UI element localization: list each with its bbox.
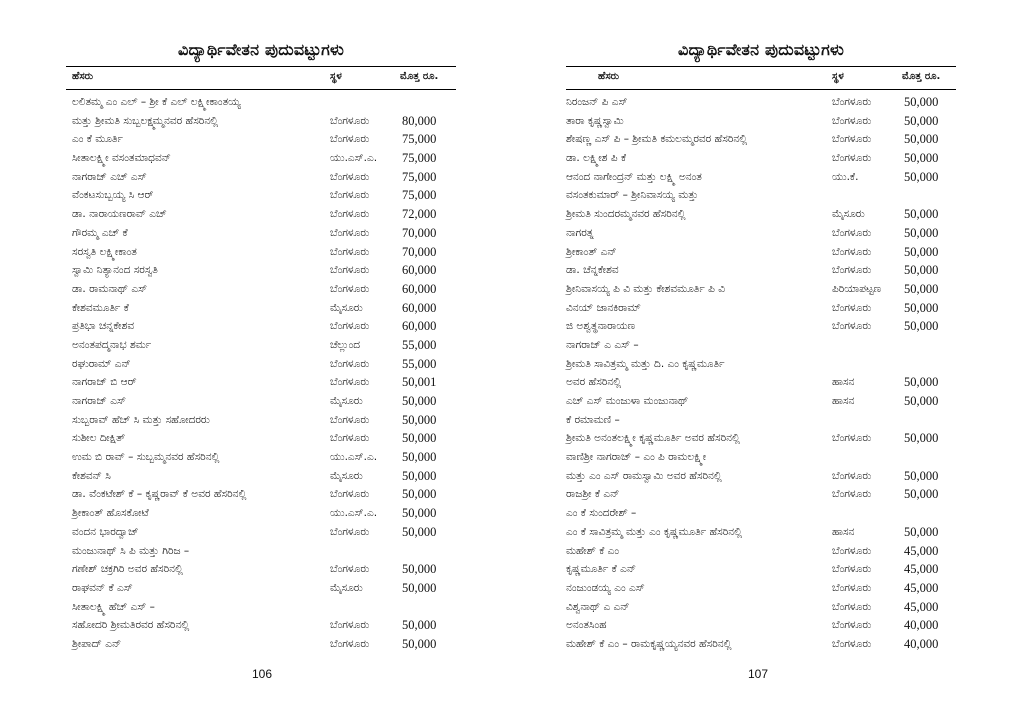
table-row <box>66 281 456 300</box>
row-place: ಬೆಂಗಳೂರು <box>832 469 872 482</box>
row-amount: 50,000 <box>402 431 437 446</box>
row-place: ಬೆಂಗಳೂರು <box>832 96 872 108</box>
row-amount: 75,000 <box>402 188 437 203</box>
row-amount: 45,000 <box>904 562 939 577</box>
table-row <box>566 262 956 281</box>
row-place: ಹಾಸನ <box>832 376 855 389</box>
header-place: ಸ್ಥಳ <box>832 71 844 82</box>
page-number: 106 <box>251 667 273 681</box>
row-place: ಮೈಸೂರು <box>832 208 865 221</box>
page-title: ವಿದ್ಯಾರ್ಥಿವೇತನ ಪುದುವಟ್ಟುಗಳು <box>177 40 345 59</box>
row-place: ಬೆಂಗಳೂರು <box>330 413 370 426</box>
row-name: ಜಿ ಅಶ್ವತ್ಥನಾರಾಯಣ <box>566 320 636 333</box>
table-row <box>566 300 956 319</box>
table-row <box>66 393 456 412</box>
row-amount: 60,000 <box>402 319 437 334</box>
row-place: ಯು.ಎಸ್.ಎ. <box>330 507 378 520</box>
table-row <box>66 636 456 655</box>
row-amount: 75,000 <box>402 169 437 184</box>
table-body <box>566 94 956 655</box>
table-row <box>66 187 456 206</box>
row-place: ಬೆಂಗಳೂರು <box>330 619 370 632</box>
row-amount: 80,000 <box>402 113 437 128</box>
row-name: ರಾಘವನ್ ಕೆ ಎಸ್ <box>72 581 133 594</box>
row-name: ಉಮ ಬಿ ರಾವ್ – ಸುಬ್ಬಮ್ಮನವರ ಹೆಸರಿನಲ್ಲಿ <box>72 451 220 464</box>
row-amount: 50,000 <box>904 431 939 446</box>
row-name: ನಾಗರಾಜ್ ಎಚ್ ಎಸ್ <box>72 170 147 183</box>
row-amount: 60,000 <box>402 300 437 315</box>
table-row <box>66 374 456 393</box>
row-name: ಎಚ್ ಎಸ್ ಮಂಜುಳಾ ಮಂಜುನಾಥ್ <box>566 395 689 407</box>
table-row <box>66 356 456 375</box>
row-place: ಮೈಸೂರು <box>330 469 363 482</box>
row-name: ಮಹೇಶ್ ಕೆ ಎಂ – ರಾಮಕೃಷ್ಣಯ್ಯನವರ ಹೆಸರಿನಲ್ಲಿ <box>566 637 732 650</box>
right-page <box>566 0 956 724</box>
row-amount: 50,001 <box>402 375 437 390</box>
row-name: ಲಲಿತಮ್ಮ ಎಂ ಎಲ್ – ಶ್ರೀ ಕೆ ಎಲ್ ಲಕ್ಷ್ಮೀಕಾಂತಯ್ಯ <box>72 96 241 108</box>
row-place: ಹಾಸನ <box>832 525 855 538</box>
row-name: ಡಾ. ಲಕ್ಷ್ಮೀಶ ಪಿ ಕೆ <box>566 152 627 165</box>
table-row <box>566 94 956 113</box>
row-name: ತಾರಾ ಕೃಷ್ಣಸ್ವಾಮಿ <box>566 114 624 127</box>
row-place: ಬೆಂಗಳೂರು <box>330 226 370 239</box>
table-row <box>66 262 456 281</box>
table-header <box>566 66 956 90</box>
row-place: ಬೆಂಗಳೂರು <box>330 525 370 538</box>
row-place: ಬೆಂಗಳೂರು <box>832 637 872 650</box>
row-amount: 50,000 <box>402 468 437 483</box>
row-amount: 40,000 <box>904 618 939 633</box>
table-row <box>566 374 956 393</box>
row-place: ಬೆಂಗಳೂರು <box>832 114 872 127</box>
table-header <box>66 66 456 90</box>
table-row <box>566 169 956 188</box>
row-amount: 50,000 <box>904 281 939 296</box>
row-name: ವಿನಯ್ ಜಾನಕಿರಾಮ್ <box>566 301 641 314</box>
row-amount: 45,000 <box>904 543 939 558</box>
row-name: ಪ್ರತಿಭಾ ಚನ್ನಕೇಶವ <box>72 320 135 333</box>
row-place: ಬೆಂಗಳೂರು <box>832 488 872 501</box>
table-row <box>566 356 956 375</box>
table-row <box>566 449 956 468</box>
row-name: ಸರಸ್ವತಿ ಲಕ್ಷ್ಮೀಕಾಂತ <box>72 245 137 258</box>
row-amount: 50,000 <box>904 487 939 502</box>
row-name: ಶ್ರೀನಿವಾಸಯ್ಯ ಪಿ ವಿ ಮತ್ತು ಕೇಶವಮೂರ್ತಿ ಪಿ ವಿ <box>566 282 725 295</box>
table-row <box>566 561 956 580</box>
header-name: ಹೆಸರು <box>598 71 620 82</box>
row-place: ಬೆಂಗಳೂರು <box>832 133 872 146</box>
page-title: ವಿದ್ಯಾರ್ಥಿವೇತನ ಪುದುವಟ್ಟುಗಳು <box>677 40 845 59</box>
table-row <box>566 206 956 225</box>
row-place: ಬೆಂಗಳೂರು <box>832 301 872 314</box>
row-amount: 75,000 <box>402 132 437 147</box>
table-row <box>566 337 956 356</box>
table-row <box>66 449 456 468</box>
row-name: ನಾಗರಾಜ್ ಎಸ್ <box>72 395 126 407</box>
row-name: ಮತ್ತು ಎಂ ಎಸ್ ರಾಮಸ್ವಾಮಿ ಅವರ ಹೆಸರಿನಲ್ಲಿ <box>566 469 722 482</box>
row-name: ಮಂಜುನಾಥ್ ಸಿ ಪಿ ಮತ್ತು ಗಿರಿಜ – <box>72 544 190 557</box>
row-amount: 45,000 <box>904 599 939 614</box>
row-name: ನಾಗರತ್ನ <box>566 226 594 239</box>
row-name: ಶ್ರೀಮತಿ ಅನಂತಲಕ್ಷ್ಮೀ ಕೃಷ್ಣಮೂರ್ತಿ ಅವರ ಹೆಸರಿನಲ್ಲಿ <box>566 432 740 445</box>
row-amount: 60,000 <box>402 263 437 278</box>
row-amount: 50,000 <box>904 524 939 539</box>
table-row <box>66 113 456 132</box>
table-row <box>566 131 956 150</box>
table-row <box>66 150 456 169</box>
row-place: ಬೆಂಗಳೂರು <box>330 376 370 389</box>
table-row <box>66 94 456 113</box>
table-row <box>566 617 956 636</box>
table-row <box>66 412 456 431</box>
row-name: ವಾಣಿಶ್ರೀ ನಾಗರಾಜ್ – ಎಂ ಪಿ ರಾಮಲಕ್ಷ್ಮೀ <box>566 451 707 464</box>
row-amount: 50,000 <box>904 151 939 166</box>
row-place: ಬೆಂಗಳೂರು <box>330 170 370 183</box>
table-row <box>566 393 956 412</box>
table-body <box>66 94 456 655</box>
row-name: ಸುಶೀಲ ದೀಕ್ಷಿತ್ <box>72 432 126 445</box>
row-name: ಸುಬ್ಬರಾವ್ ಹೆಚ್ ಸಿ ಮತ್ತು ಸಹೋದರರು <box>72 413 210 426</box>
row-place: ಬೆಂಗಳೂರು <box>330 208 370 221</box>
row-amount: 50,000 <box>402 487 437 502</box>
table-row <box>66 561 456 580</box>
row-place: ಬೆಂಗಳೂರು <box>832 320 872 333</box>
row-place: ಬೆಂಗಳೂರು <box>330 264 370 277</box>
page-number: 107 <box>747 667 769 681</box>
row-amount: 50,000 <box>402 618 437 633</box>
row-place: ಬೆಂಗಳೂರು <box>832 581 872 594</box>
table-row <box>566 281 956 300</box>
row-amount: 50,000 <box>904 132 939 147</box>
row-amount: 55,000 <box>402 356 437 371</box>
row-place: ಬೆಂಗಳೂರು <box>330 114 370 127</box>
header-place: ಸ್ಥಳ <box>330 71 342 82</box>
row-amount: 50,000 <box>904 225 939 240</box>
row-name: ವೆಂಕಟಸುಬ್ಬಯ್ಯ ಸಿ ಆರ್ <box>72 189 154 202</box>
row-amount: 70,000 <box>402 244 437 259</box>
row-place: ಚೆಲ್ಲುಂದ <box>330 338 361 351</box>
row-amount: 72,000 <box>402 207 437 222</box>
row-place: ಬೆಂಗಳೂರು <box>330 563 370 576</box>
row-amount: 40,000 <box>904 636 939 651</box>
row-amount: 50,000 <box>904 95 939 109</box>
table-row <box>66 300 456 319</box>
table-row <box>66 206 456 225</box>
row-name: ಸೀತಾಲಕ್ಷ್ಮಿ ಹೆಚ್ ಎಸ್ – <box>72 600 155 613</box>
row-place: ಬೆಂಗಳೂರು <box>832 544 872 557</box>
table-row <box>66 505 456 524</box>
row-place: ಬೆಂಗಳೂರು <box>330 282 370 295</box>
table-row <box>566 412 956 431</box>
table-row <box>566 486 956 505</box>
table-row <box>566 318 956 337</box>
row-name: ಮಹೇಶ್ ಕೆ ಎಂ <box>566 544 620 557</box>
header-amount: ಮೊತ್ತ ರೂ. <box>400 71 439 82</box>
row-name: ನಂಜುಂಡಯ್ಯ ಎಂ ಎಸ್ <box>566 581 645 594</box>
table-row <box>66 131 456 150</box>
row-place: ಹಾಸನ <box>832 395 855 407</box>
table-row <box>566 244 956 263</box>
table-row <box>66 543 456 562</box>
row-name: ಶ್ರೀಪಾದ್ ಎನ್ <box>72 637 122 650</box>
row-place: ಬೆಂಗಳೂರು <box>832 600 872 613</box>
row-amount: 50,000 <box>904 468 939 483</box>
row-name: ಅನಂತಸಿಂಹ <box>566 619 607 632</box>
row-place: ಮೈಸೂರು <box>330 395 363 407</box>
row-name: ವಂದನ ಭಾರದ್ವಾಜ್ <box>72 525 139 538</box>
row-place: ಬೆಂಗಳೂರು <box>330 432 370 445</box>
row-name: ಗಣೇಶ್ ಚಕ್ರಗಿರಿ ಅವರ ಹೆಸರಿನಲ್ಲಿ <box>72 563 183 576</box>
row-name: ಕೇಶವನ್ ಸಿ <box>72 469 111 482</box>
table-row <box>66 318 456 337</box>
row-name: ನಾಗರಾಜ್ ಬಿ ಆರ್ <box>72 376 137 389</box>
row-name: ಮತ್ತು ಶ್ರೀಮತಿ ಸುಬ್ಬಲಕ್ಷ್ಮಮ್ಮನವರ ಹೆಸರಿನಲ್ಲಿ <box>72 114 219 127</box>
row-place: ಮೈಸೂರು <box>330 581 363 594</box>
row-name: ಶ್ರೀಕಾಂತ್ ಹೊಸಕೋಟೆ <box>72 507 149 520</box>
row-place: ಬೆಂಗಳೂರು <box>330 245 370 258</box>
row-place: ಬೆಂಗಳೂರು <box>832 619 872 632</box>
row-amount: 50,000 <box>402 450 437 465</box>
row-name: ವಿಶ್ವನಾಥ್ ಎ ಎನ್ <box>566 600 630 613</box>
table-row <box>66 617 456 636</box>
table-row <box>566 599 956 618</box>
table-row <box>566 150 956 169</box>
row-name: ರಘುರಾಮ್ ಎನ್ <box>72 357 131 370</box>
row-place: ಬೆಂಗಳೂರು <box>832 432 872 445</box>
row-place: ಯು.ಎಸ್.ಎ. <box>330 152 378 165</box>
row-place: ಬೆಂಗಳೂರು <box>832 226 872 239</box>
row-place: ಬೆಂಗಳೂರು <box>330 320 370 333</box>
row-amount: 50,000 <box>904 300 939 315</box>
row-name: ಎಂ ಕೆ ಸುಂದರೇಶ್ – <box>566 507 637 520</box>
row-amount: 50,000 <box>402 636 437 651</box>
row-place: ಬೆಂಗಳೂರು <box>330 189 370 202</box>
table-row <box>566 524 956 543</box>
row-name: ಗೌರಮ್ಮ ಎಚ್ ಕೆ <box>72 226 128 239</box>
row-place: ಬೆಂಗಳೂರು <box>832 245 872 258</box>
table-row <box>66 486 456 505</box>
row-name: ಶ್ರೀಕಾಂತ್ ಎನ್ <box>566 245 617 258</box>
row-name: ಕೆ ರಮಾಮಣಿ – <box>566 413 620 426</box>
row-name: ಸ್ವಾಮಿ ನಿತ್ಯಾನಂದ ಸರಸ್ವತಿ <box>72 264 158 277</box>
table-row <box>566 113 956 132</box>
row-name: ಆನಂದ ನಾಗೇಂದ್ರನ್ ಮತ್ತು ಲಕ್ಷ್ಮಿ ಅನಂತ <box>566 170 702 183</box>
row-amount: 50,000 <box>402 562 437 577</box>
table-row <box>566 636 956 655</box>
row-amount: 50,000 <box>402 412 437 427</box>
table-row <box>566 505 956 524</box>
row-amount: 50,000 <box>402 524 437 539</box>
row-place: ಬೆಂಗಳೂರು <box>832 152 872 165</box>
row-place: ಬೆಂಗಳೂರು <box>330 357 370 370</box>
row-amount: 45,000 <box>904 580 939 595</box>
row-amount: 50,000 <box>904 375 939 390</box>
table-row <box>566 225 956 244</box>
row-place: ಬೆಂಗಳೂರು <box>832 563 872 576</box>
row-amount: 50,000 <box>402 580 437 595</box>
table-row <box>566 430 956 449</box>
table-row <box>566 543 956 562</box>
row-amount: 60,000 <box>402 281 437 296</box>
row-amount: 50,000 <box>402 506 437 521</box>
table-row <box>66 430 456 449</box>
row-name: ರಾಜಶ್ರೀ ಕೆ ಎನ್ <box>566 488 620 501</box>
row-name: ಡಾ. ನಾರಾಯಣರಾವ್ ಎಚ್ <box>72 208 167 221</box>
row-place: ಪಿರಿಯಾಪಟ್ಟಣ <box>832 282 882 295</box>
row-name: ನಿರಂಜನ್ ಪಿ ಎಸ್ <box>566 96 628 108</box>
table-row <box>566 468 956 487</box>
row-amount: 50,000 <box>904 169 939 184</box>
row-name: ಅನಂತಪದ್ಮನಾಭ ಶರ್ಮ <box>72 338 152 351</box>
row-place: ಯು.ಎಸ್.ಎ. <box>330 451 378 464</box>
row-place: ಬೆಂಗಳೂರು <box>330 488 370 501</box>
table-row <box>566 187 956 206</box>
header-name: ಹೆಸರು <box>72 71 94 82</box>
row-amount: 75,000 <box>402 151 437 166</box>
table-row <box>66 468 456 487</box>
row-name: ನಾಗರಾಜ್ ಎ ಎಸ್ – <box>566 338 639 351</box>
row-place: ಯು.ಕೆ. <box>832 170 859 183</box>
row-amount: 50,000 <box>904 319 939 334</box>
row-amount: 50,000 <box>904 113 939 128</box>
row-amount: 50,000 <box>904 394 939 408</box>
table-row <box>66 337 456 356</box>
row-amount: 55,000 <box>402 337 437 352</box>
row-name: ಎಂ ಕೆ ಸಾವಿತ್ರಮ್ಮ ಮತ್ತು ಎಂ ಕೃಷ್ಣಮೂರ್ತಿ ಹೆಸರಿನಲ್ಲಿ <box>566 525 743 538</box>
row-place: ಬೆಂಗಳೂರು <box>330 637 370 650</box>
table-row <box>66 225 456 244</box>
row-place: ಮೈಸೂರು <box>330 301 363 314</box>
row-name: ಕೇಶವಮೂರ್ತಿ ಕೆ <box>72 301 129 314</box>
row-amount: 50,000 <box>402 394 437 408</box>
table-row <box>66 524 456 543</box>
row-name: ಸಹೋದರಿ ಶ್ರೀಮತಿರವರ ಹೆಸರಿನಲ್ಲಿ <box>72 619 190 632</box>
table-row <box>66 169 456 188</box>
row-name: ಎಂ ಕೆ ಮೂರ್ತಿ <box>72 133 123 146</box>
row-place: ಬೆಂಗಳೂರು <box>832 264 872 277</box>
row-name: ಕೃಷ್ಣಮೂರ್ತಿ ಕೆ ಎನ್ <box>566 563 637 576</box>
row-place: ಬೆಂಗಳೂರು <box>330 133 370 146</box>
row-name: ವಸಂತಕುಮಾರ್ – ಶ್ರೀನಿವಾಸಯ್ಯ ಮತ್ತು <box>566 189 699 202</box>
row-amount: 50,000 <box>904 263 939 278</box>
row-name: ಶ್ರೀಮತಿ ಸಾವಿತ್ರಮ್ಮ ಮತ್ತು ದಿ. ಎಂ ಕೃಷ್ಣಮೂರ್ತಿ <box>566 357 725 370</box>
row-name: ಅವರ ಹೆಸರಿನಲ್ಲಿ <box>566 376 622 389</box>
row-name: ಸೀತಾಲಕ್ಷ್ಮೀ ವಸಂತಮಾಧವನ್ <box>72 152 171 165</box>
row-name: ಡಾ. ಚೆನ್ನಕೇಶವ <box>566 264 619 277</box>
header-amount: ಮೊತ್ತ ರೂ. <box>902 71 941 82</box>
row-amount: 70,000 <box>402 225 437 240</box>
table-row <box>66 599 456 618</box>
table-row <box>566 580 956 599</box>
table-row <box>66 244 456 263</box>
left-page <box>66 0 456 724</box>
row-name: ಶ್ರೀಮತಿ ಸುಂದರಮ್ಮನವರ ಹೆಸರಿನಲ್ಲಿ <box>566 208 686 221</box>
row-name: ಡಾ. ರಾಮನಾಥ್ ಎಸ್ <box>72 282 148 295</box>
row-name: ಶೇಷಣ್ಣ ಎಸ್ ಪಿ – ಶ್ರೀಮತಿ ಕಮಲಮ್ಮರವರ ಹೆಸರಿನಲ್ಲಿ <box>566 133 748 146</box>
row-name: ಡಾ. ವೆಂಕಟೇಶ್ ಕೆ – ಕೃಷ್ಣರಾವ್ ಕೆ ಅವರ ಹೆಸರಿನಲ್ಲಿ <box>72 488 247 501</box>
table-row <box>66 580 456 599</box>
row-amount: 50,000 <box>904 244 939 259</box>
row-amount: 50,000 <box>904 207 939 222</box>
